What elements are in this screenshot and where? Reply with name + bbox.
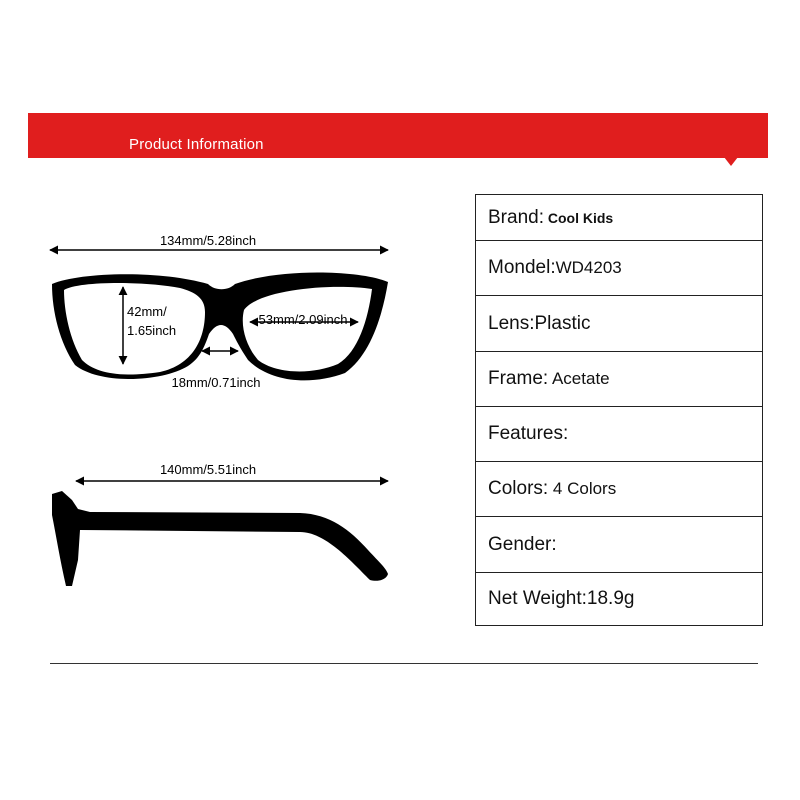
spec-row xyxy=(476,517,763,573)
spec-label: Gender: xyxy=(488,533,557,555)
banner-notch xyxy=(724,157,738,166)
spec-cell xyxy=(476,462,763,517)
spec-value: 18.9g xyxy=(586,588,635,609)
spec-row xyxy=(476,241,763,296)
spec-value: WD4203 xyxy=(555,258,622,277)
temple-length-label: 140mm/5.51inch xyxy=(159,462,257,477)
spec-row xyxy=(476,407,763,462)
lens-height-label-1: 42mm/ xyxy=(127,304,167,319)
spec-label: Colors: xyxy=(488,478,549,499)
glasses-temple xyxy=(52,491,388,586)
glasses-diagram xyxy=(0,220,440,640)
lens-width-label: 53mm/2.09inch xyxy=(258,312,348,327)
spec-label: Features: xyxy=(488,423,569,444)
spec-label: Lens: xyxy=(488,312,535,334)
banner-title: Product Information xyxy=(129,136,264,153)
spec-value: Cool Kids xyxy=(543,209,614,226)
spec-value: 4 Colors xyxy=(548,479,617,498)
spec-label: Brand: xyxy=(488,206,544,228)
total-width-label: 134mm/5.28inch xyxy=(159,233,257,248)
spec-cell xyxy=(476,352,763,407)
spec-cell xyxy=(476,407,763,462)
spec-row xyxy=(476,462,763,517)
spec-label: Frame: xyxy=(488,368,549,389)
spec-cell xyxy=(476,517,763,573)
spec-table xyxy=(475,194,763,626)
spec-label: Mondel: xyxy=(488,257,556,278)
spec-cell xyxy=(476,573,763,626)
spec-cell xyxy=(476,241,763,296)
bridge-label: 18mm/0.71inch xyxy=(171,375,261,390)
spec-label: Net Weight: xyxy=(488,588,587,609)
spec-row xyxy=(476,296,763,352)
spec-cell xyxy=(476,195,763,241)
spec-row xyxy=(476,195,763,241)
lens-height-label-2: 1.65inch xyxy=(127,323,177,338)
spec-row xyxy=(476,573,763,626)
spec-cell xyxy=(476,296,763,352)
bottom-divider xyxy=(50,663,758,664)
spec-value: Plastic xyxy=(534,312,591,334)
spec-row xyxy=(476,352,763,407)
spec-value: Acetate xyxy=(548,369,610,388)
